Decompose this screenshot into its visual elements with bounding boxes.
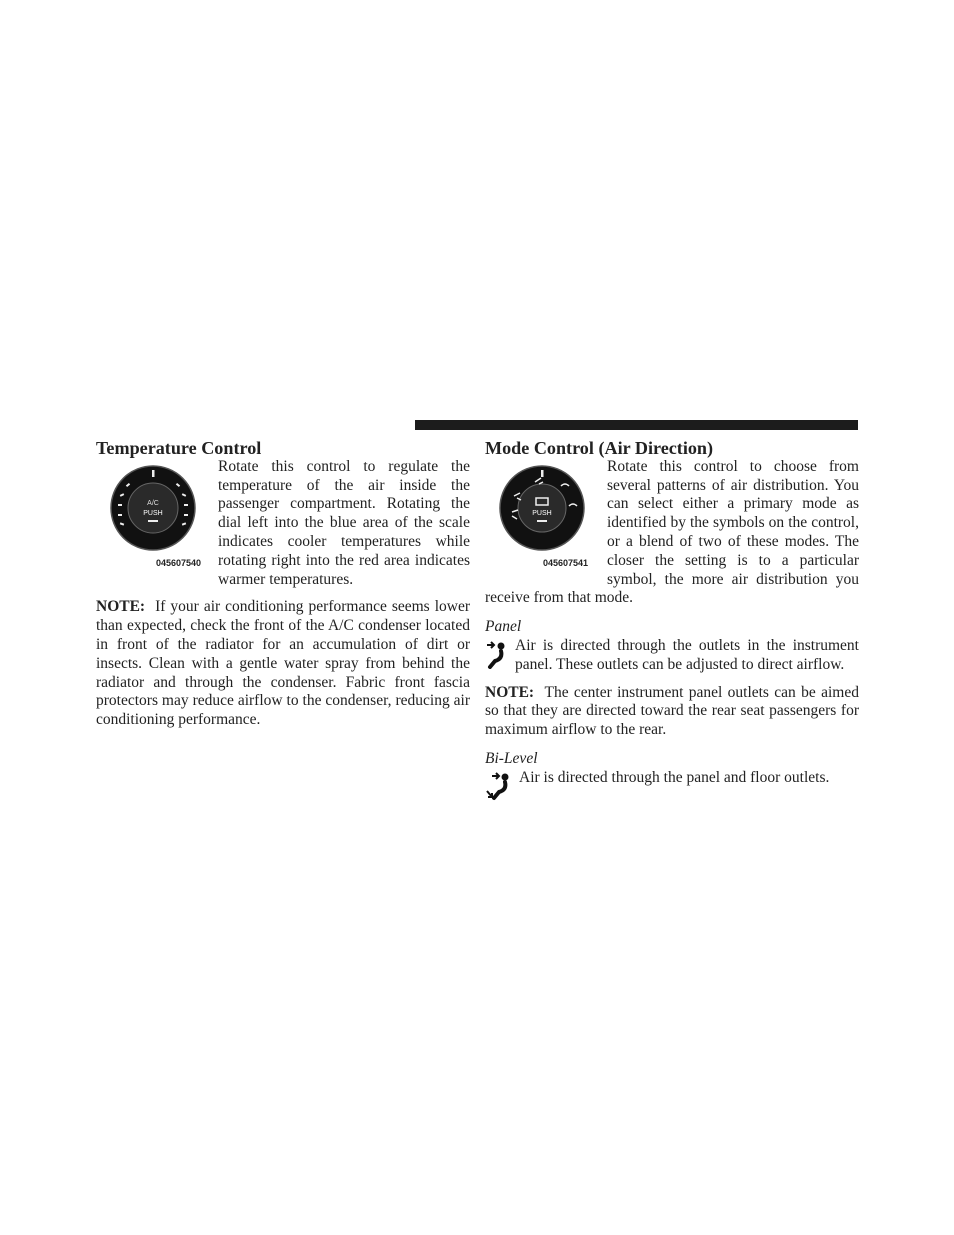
bilevel-text: Air is directed through the panel and floor outlets.	[519, 768, 830, 786]
panel-note-label: NOTE:	[485, 683, 535, 701]
temperature-dial-figure	[96, 462, 210, 570]
mode-dial-icon	[485, 462, 599, 554]
mode-figure-code: 045607541	[543, 557, 589, 568]
temperature-control-heading: Temperature Control	[96, 438, 262, 458]
panel-note-text: The center instrument panel outlets can be aimed so that they are directed toward the rear seat passengers for maximum airflow to the rear.	[485, 683, 859, 739]
panel-text: Air is directed through the outlets in the instrument panel. These outlets can be adjusted to direct airflow.	[515, 636, 859, 673]
bi-level-mode-icon	[485, 771, 513, 801]
mode-control-text: Rotate this control to choose from several patterns of air distribution. You can select either a primary mode as identified by the symbols on the control, or a blend of two of these modes. The closer the setting is to a particular symbol, the more air distribution you receive from that mode.	[485, 457, 859, 607]
temperature-note	[96, 598, 470, 730]
mode-dial-push-label: PUSH	[532, 509, 552, 517]
temperature-figure-code: 045607540	[156, 557, 202, 568]
panel-body	[485, 637, 859, 675]
bilevel-heading: Bi-Level	[485, 749, 538, 767]
note-label: NOTE:	[96, 598, 146, 616]
temperature-note-text: If your air conditioning performance seems lower than expected, check the front of the A/C condenser located in front of the radiator for an accumulation of dirt or insects. Clean with a gentle water spray from behind the radiator and through the condenser. Fabric front fascia protectors may reduce airflow to the condenser, reducing air conditioning performance.	[96, 598, 471, 729]
dial-push-label: PUSH	[143, 509, 163, 517]
mode-dial-figure	[485, 462, 599, 570]
temperature-control-text: Rotate this control to regulate the temperature of the air inside the passenger compartment. Rotating the dial left into the blue area of the scale indicates cooler temperatures while rotating right into the red area indicates warmer temperatures.	[218, 457, 470, 588]
mode-control-heading: Mode Control (Air Direction)	[485, 438, 714, 458]
dial-ac-label: A/C	[147, 499, 159, 507]
temperature-control-section	[96, 439, 470, 730]
temperature-control-body	[96, 458, 470, 590]
header-rule	[415, 420, 858, 430]
temperature-dial-icon	[96, 462, 210, 554]
mode-control-body	[485, 458, 859, 608]
panel-note	[485, 684, 859, 740]
mode-control-section	[485, 439, 859, 801]
bilevel-body	[485, 769, 859, 801]
panel-mode-icon	[485, 639, 509, 669]
panel-heading: Panel	[485, 618, 522, 636]
